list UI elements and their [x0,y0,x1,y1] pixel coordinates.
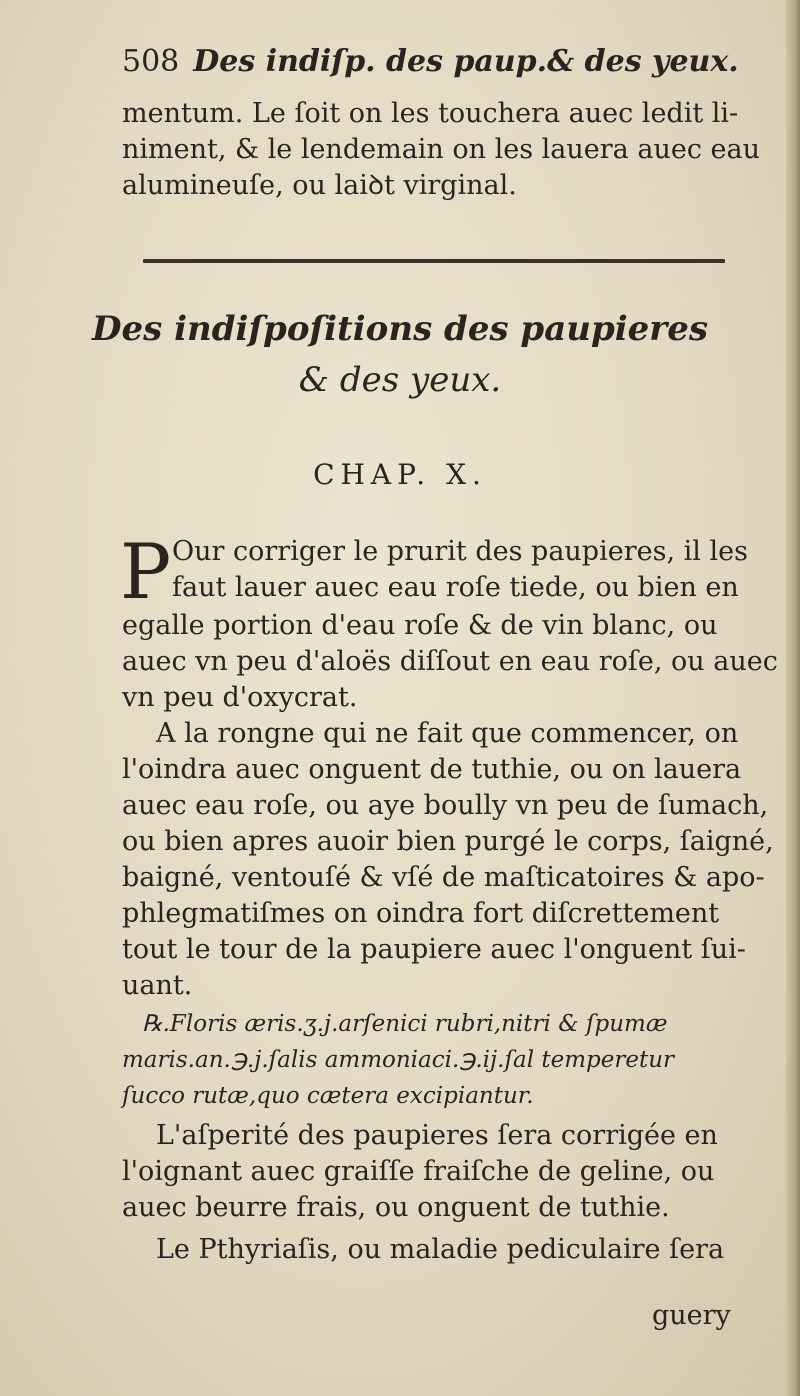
section-rule [143,259,725,263]
recipe-line: maris.an.℈.j.ſalis ammoniaci.℈.ij.ſal temperetur [122,1047,675,1073]
running-header [122,44,739,79]
chapter-subtitle: & des yeux. [298,360,502,400]
page-edge [786,0,800,1396]
recipe-line: ſucco rutæ,quo cætera excipiantur. [122,1083,534,1109]
text-line: auec vn peu d'aloës diſſout en eau roſe, ou auec [122,646,778,677]
drop-cap: P [120,527,172,616]
text-line: A la rongne qui ne fait que commencer, on [156,718,739,749]
catchword: guery [652,1300,731,1331]
page-number: 508 [122,44,180,79]
text-line: uant. [122,970,193,1001]
text-line: vn peu d'oxycrat. [122,682,358,713]
text-line: auec beurre frais, ou onguent de tuthie. [122,1192,670,1223]
text-line: Our corriger le prurit des paupieres, il les [172,536,748,567]
text-line: faut lauer auec eau roſe tiede, ou bien en [172,572,739,603]
text-line: auec eau roſe, ou aye boully vn peu de ſumach, [122,790,769,821]
text-line: egalle portion d'eau roſe & de vin blanc, ou [122,610,718,641]
text-line: l'oindra auec onguent de tuthie, ou on lauera [122,754,742,785]
chapter-label: CHAP. X. [313,458,487,491]
text-line: phlegmatiſmes on oindra fort diſcrettement [122,898,720,929]
text-line: tout le tour de la paupiere auec l'onguent ſui- [122,934,746,965]
text-line: l'oignant auec graiſſe fraiſche de geline, ou [122,1156,715,1187]
text-line: baigné, ventouſé & vſé de maſticatoires & apo- [122,862,765,893]
text-line: L'aſperité des paupieres ſera corrigée en [156,1120,718,1151]
text-line: niment, & le lendemain on les lauera auec eau [122,134,760,165]
running-head-title: Des indiſp. des paup.& des yeux. [193,44,739,79]
text-line: alumineuſe, ou laiꝺt virginal. [122,170,517,201]
text-line: mentum. Le ſoit on les touchera auec ledit li- [122,98,739,129]
text-line: Le Pthyriaſis, ou maladie pediculaire ſera [156,1234,725,1265]
text-line: ou bien apres auoir bien purgé le corps, ſaigné, [122,826,774,857]
recipe-line: ℞.Floris æris.ʒ.j.arſenici rubri,nitri & ſpumæ [142,1011,668,1037]
chapter-title: Des indiſpoſitions des paupieres [92,309,708,349]
